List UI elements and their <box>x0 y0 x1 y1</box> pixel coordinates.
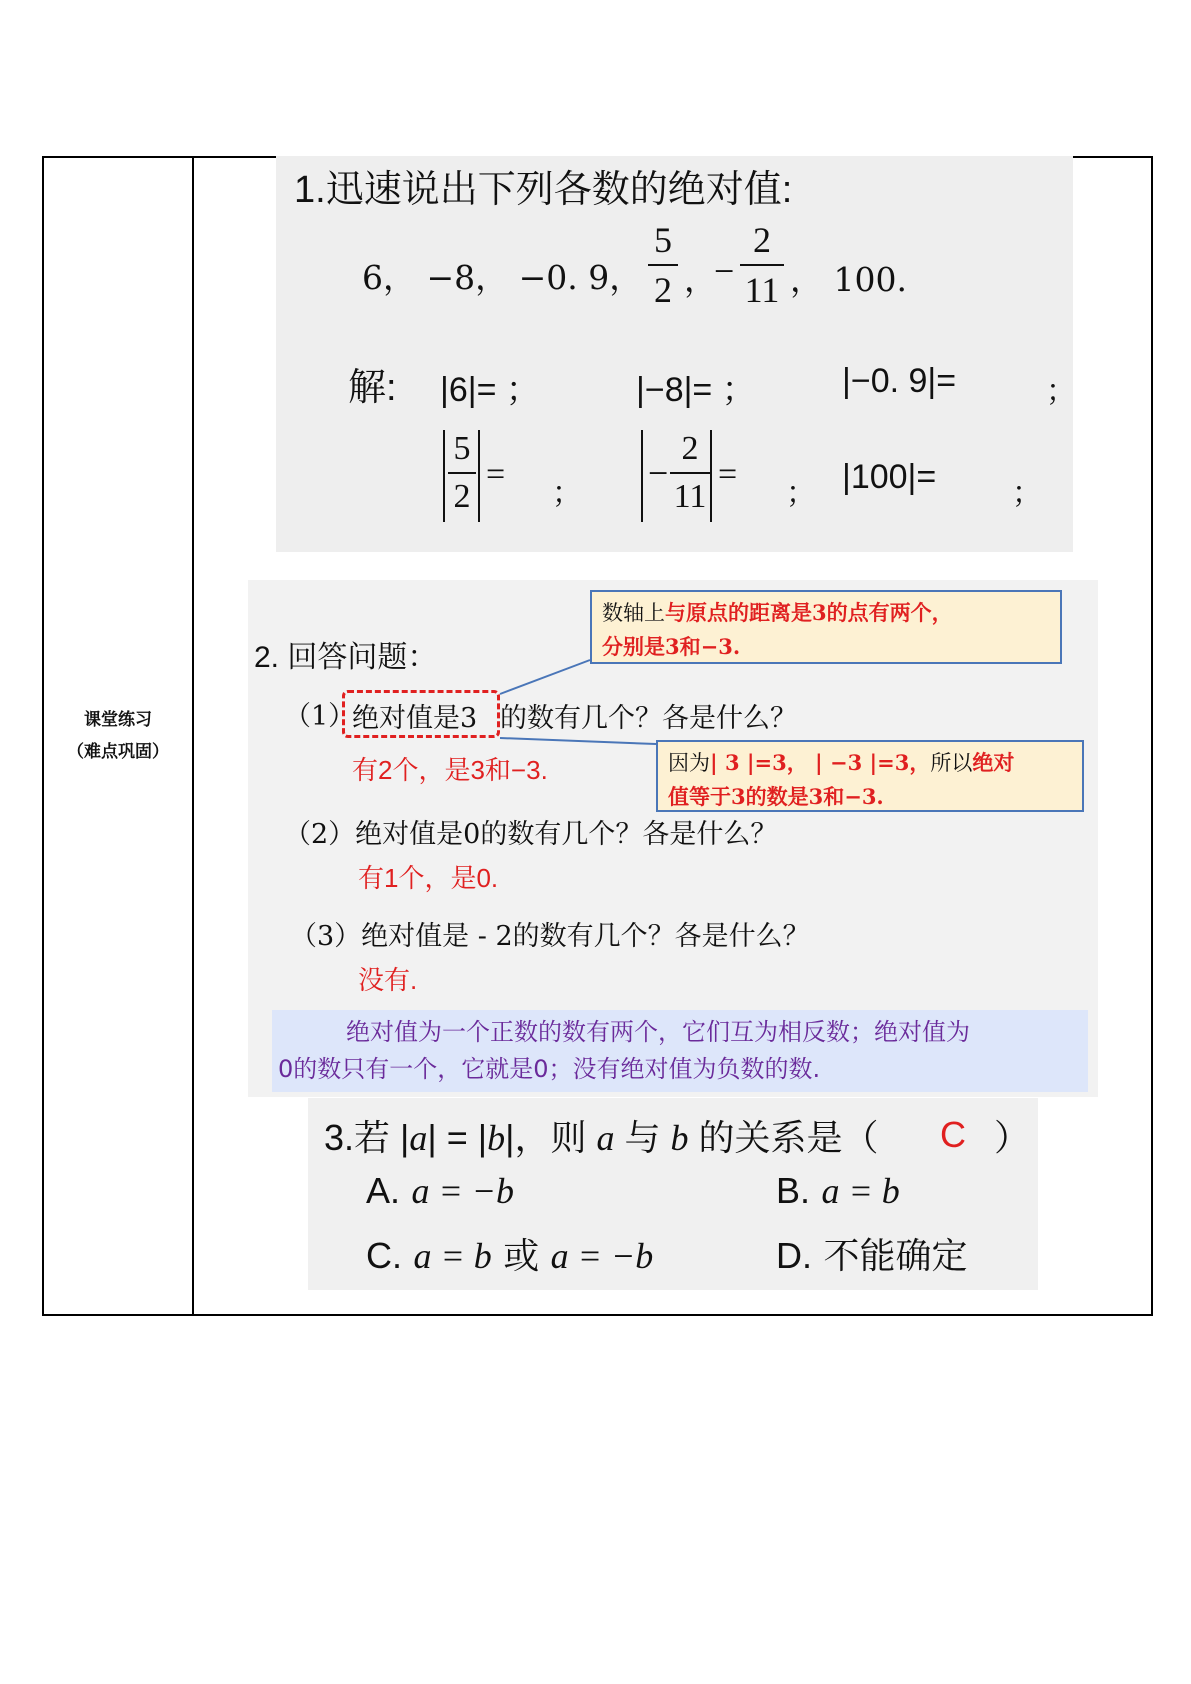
callout-highlight: 值等于3的数是3和−3. <box>668 784 884 809</box>
fraction-numerator: 5 <box>453 430 471 467</box>
summary-line-2: 0的数只有一个，它就是0；没有绝对值为负数的数. <box>278 1055 821 1083</box>
option-a <box>366 1170 514 1212</box>
variable-b: b <box>670 1118 689 1158</box>
variable-b: b <box>487 1118 506 1158</box>
sub-question-1-answer: 有2个，是3和−3. <box>352 755 548 785</box>
fraction-denominator: 11 <box>744 270 780 310</box>
stem-text: | = | <box>427 1117 488 1158</box>
numbers-prefix: 6， −8， −0. 9， <box>362 258 643 297</box>
sub-question-2: （2）绝对值是0的数有几个？各是什么？ <box>284 819 778 850</box>
semicolon: ； <box>1046 375 1076 408</box>
callout-highlight: 与原点的距离是3的点有两个， <box>665 600 953 625</box>
semicolon: ； <box>552 477 582 510</box>
answer-abs-6: |6|= ； <box>440 371 540 409</box>
fraction-numerator: 5 <box>654 220 672 260</box>
fraction-denominator: 2 <box>453 478 471 515</box>
sub-question-3: （3）绝对值是 - 2的数有几个？各是什么？ <box>290 921 810 952</box>
callout-text: 所以 <box>930 751 973 775</box>
option-expr: a = b <box>413 1236 492 1276</box>
equals-sign: = <box>486 456 506 493</box>
row-label-line2: （难点巩固） <box>67 742 169 762</box>
closing-paren: ） <box>994 1117 1031 1158</box>
stem-text: 与 <box>614 1117 671 1158</box>
summary-box <box>272 1010 1088 1092</box>
callout-highlight: 绝对 <box>972 750 1015 775</box>
option-or: 或 <box>503 1235 540 1276</box>
minus-sign: − <box>714 251 735 291</box>
answer-abs-100: |100|= <box>842 458 937 496</box>
semicolon: ； <box>786 477 816 510</box>
semicolon: ； <box>1012 477 1042 510</box>
exercise-2-title: 2. 回答问题： <box>254 641 438 674</box>
stem-text: 3.若 | <box>324 1117 410 1158</box>
callout-highlight: 分别是3和−3. <box>602 634 741 659</box>
option-expr: a = −b <box>550 1236 654 1276</box>
option-b <box>776 1170 900 1212</box>
sub-question-1-key: 绝对值是3 <box>352 703 478 734</box>
sub-question-1-rest: 的数有几个？各是什么？ <box>500 703 797 734</box>
solution-label: 解: <box>348 367 397 409</box>
option-label: B. <box>776 1170 811 1211</box>
fraction-denominator: 2 <box>654 270 672 310</box>
option-c <box>366 1228 653 1279</box>
stem-text: |，则 <box>505 1117 597 1158</box>
variable-a: a <box>596 1118 615 1158</box>
summary-line-1: 绝对值为一个正数的数有两个，它们互为相反数；绝对值为 <box>346 1018 970 1046</box>
option-label: C. <box>366 1235 402 1276</box>
callout-text: 数轴上 <box>602 601 665 625</box>
fraction-numerator: 2 <box>681 430 699 467</box>
option-expr: a = b <box>821 1171 900 1211</box>
stem-text: 的关系是（ <box>688 1117 879 1158</box>
option-label: D. <box>776 1235 812 1276</box>
callout-text: 因为 <box>668 751 710 775</box>
sub-question-2-answer: 有1个，是0. <box>358 863 499 893</box>
option-d <box>776 1228 967 1279</box>
connector-line <box>500 738 656 744</box>
sub-question-1-prefix: （1） <box>284 701 356 732</box>
row-label-line1: 课堂练习 <box>84 710 152 730</box>
answer-choice: C <box>940 1114 966 1155</box>
connector-line <box>500 660 590 694</box>
exercise-3-stem <box>324 1110 879 1161</box>
numbers-suffix: ， 100. <box>790 260 907 299</box>
minus-sign: − <box>648 453 669 493</box>
equals-sign: = <box>718 456 738 493</box>
answer-abs-neg8: |−8|= ； <box>636 371 756 409</box>
variable-a: a <box>409 1118 428 1158</box>
separator: ， <box>684 260 717 299</box>
option-label: A. <box>366 1170 401 1211</box>
option-text: 不能确定 <box>823 1235 968 1276</box>
sub-question-3-answer: 没有. <box>358 965 418 995</box>
callout-highlight: | 3 |=3， | −3 |=3， <box>710 750 931 775</box>
fraction-denominator: 11 <box>673 478 707 515</box>
answer-abs-neg0-9: |−0. 9|= <box>842 362 957 400</box>
callout-reason <box>656 740 1084 812</box>
option-expr: a = −b <box>411 1171 515 1211</box>
exercise-1-title: 1.迅速说出下列各数的绝对值: <box>294 169 793 211</box>
fraction-numerator: 2 <box>753 220 771 260</box>
